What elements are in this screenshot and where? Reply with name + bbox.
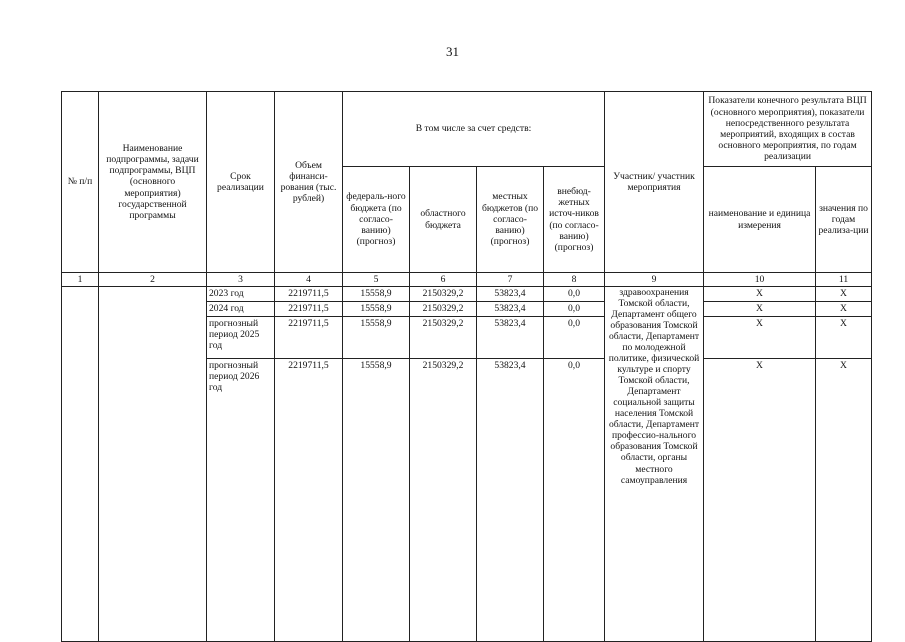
volume-cell: 2219711,5 <box>275 287 343 302</box>
federal-cell: 15558,9 <box>343 287 410 302</box>
term-cell: 2023 год <box>207 287 275 302</box>
volume-cell: 2219711,5 <box>275 302 343 317</box>
local-cell: 53823,4 <box>477 302 544 317</box>
extra-cell: 0,0 <box>544 287 605 302</box>
header-sources-group: В том числе за счет средств: <box>343 92 605 167</box>
row-name-cell <box>99 287 207 642</box>
local-cell: 53823,4 <box>477 287 544 302</box>
col-index: 3 <box>207 273 275 287</box>
header-indicators-group: Показатели конечного результата ВЦП (основного мероприятия), показатели непосредственного результата мероприятий, входящих в состав основного мероприятия, по годам реализации <box>704 92 872 167</box>
col-index: 6 <box>410 273 477 287</box>
volume-cell: 2219711,5 <box>275 359 343 642</box>
term-cell: 2024 год <box>207 302 275 317</box>
extra-cell: 0,0 <box>544 359 605 642</box>
indicator-value-cell: X <box>816 302 872 317</box>
header-term: Срок реализации <box>207 92 275 273</box>
col-index: 5 <box>343 273 410 287</box>
participant-cell: здравоохранения Томской области, Департамент общего образования Томской области, Департамент по молодежной политике, физической культуре и спорту Томской области, Департамент социальной защиты населения Томской области, Департамент профессио-нального образования Томской области, органы местного самоуправления <box>605 287 704 642</box>
header-regional: областного бюджета <box>410 167 477 273</box>
extra-cell: 0,0 <box>544 302 605 317</box>
indicator-value-cell: X <box>816 287 872 302</box>
col-index: 8 <box>544 273 605 287</box>
federal-cell: 15558,9 <box>343 317 410 359</box>
indicator-name-cell: X <box>704 359 816 642</box>
col-index: 10 <box>704 273 816 287</box>
indicator-name-cell: X <box>704 317 816 359</box>
col-index: 2 <box>99 273 207 287</box>
regional-cell: 2150329,2 <box>410 287 477 302</box>
extra-cell: 0,0 <box>544 317 605 359</box>
indicator-name-cell: X <box>704 302 816 317</box>
header-num: № п/п <box>62 92 99 273</box>
regional-cell: 2150329,2 <box>410 317 477 359</box>
term-cell: прогнозный период 2025 год <box>207 317 275 359</box>
page-number: 31 <box>446 44 459 59</box>
col-index: 1 <box>62 273 99 287</box>
local-cell: 53823,4 <box>477 317 544 359</box>
header-indicator-values: значения по годам реализа-ции <box>816 167 872 273</box>
regional-cell: 2150329,2 <box>410 302 477 317</box>
indicator-value-cell: X <box>816 359 872 642</box>
indicator-value-cell: X <box>816 317 872 359</box>
table-row <box>62 287 872 302</box>
indicator-name-cell: X <box>704 287 816 302</box>
financing-table <box>61 91 872 642</box>
volume-cell: 2219711,5 <box>275 317 343 359</box>
col-index: 9 <box>605 273 704 287</box>
col-index: 7 <box>477 273 544 287</box>
federal-cell: 15558,9 <box>343 302 410 317</box>
row-num-cell <box>62 287 99 642</box>
local-cell: 53823,4 <box>477 359 544 642</box>
header-name: Наименование подпрограммы, задачи подпрограммы, ВЦП (основного мероприятия) государственной программы <box>99 92 207 273</box>
col-index: 11 <box>816 273 872 287</box>
header-federal: федераль-ного бюджета (по согласо-ванию) (прогноз) <box>343 167 410 273</box>
regional-cell: 2150329,2 <box>410 359 477 642</box>
header-extra: внебюд-жетных источ-ников (по согласо-ванию) (прогноз) <box>544 167 605 273</box>
term-cell: прогнозный период 2026 год <box>207 359 275 642</box>
column-index-row <box>62 273 872 287</box>
header-indicator-name: наименование и единица измерения <box>704 167 816 273</box>
header-local: местных бюджетов (по согласо-ванию) (прогноз) <box>477 167 544 273</box>
header-participant: Участник/ участник мероприятия <box>605 92 704 273</box>
federal-cell: 15558,9 <box>343 359 410 642</box>
header-volume: Объем финанси-рования (тыс. рублей) <box>275 92 343 273</box>
col-index: 4 <box>275 273 343 287</box>
